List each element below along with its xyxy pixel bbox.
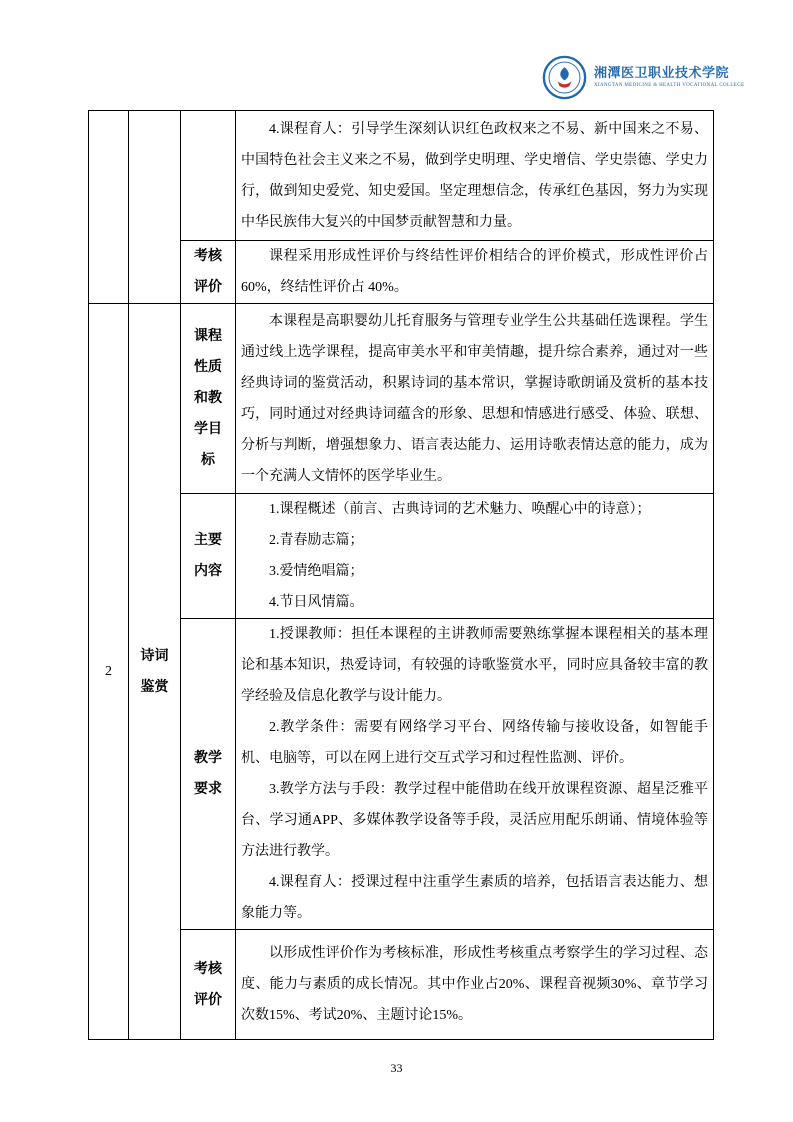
- paragraph: 1.授课教师：担任本课程的主讲教师需要熟练掌握本课程相关的基本理论和基本知识，热爱诗词，有较强的诗歌鉴赏水平，同时应具备较丰富的教学经验及信息化教学与设计能力。: [241, 627, 708, 704]
- paragraph: 3.爱情绝唱篇；: [269, 564, 364, 579]
- section-content-objectives: [236, 304, 714, 494]
- prev-section-label-cell: [181, 111, 236, 241]
- prev-course-number-cell: [89, 111, 129, 304]
- table-row-course-objectives: [89, 304, 714, 494]
- section-content-assessment: [236, 930, 714, 1040]
- table-row-course-requirements: [89, 619, 714, 930]
- prev-course-name-cell: [129, 111, 181, 304]
- assessment-label: 考核评价: [181, 241, 236, 304]
- paragraph: 4.课程育人：授课过程中注重学生素质的培养，包括语言表达能力、想象能力等。: [241, 875, 708, 921]
- college-name-cn: 湘潭医卫职业技术学院: [594, 65, 730, 81]
- section-content-main-content: [236, 494, 714, 619]
- paragraph: 1.课程概述（前言、古典诗词的艺术魅力、唤醒心中的诗意）；: [269, 502, 651, 517]
- header-logo: [542, 55, 745, 100]
- section-label-assessment: 考核评价: [181, 930, 236, 1040]
- paragraph: 课程采用形成性评价与终结性评价相结合的评价模式，形成性评价占 60%，终结性评价占 40%。: [241, 249, 708, 295]
- paragraph: 以形成性评价作为考核标准，形成性考核重点考察学生的学习过程、态度、能力与素质的成长情况。其中作业占20%、课程音视频30%、章节学习次数15%、考试20%、主题讨论15%。: [241, 946, 708, 1023]
- course-table: [88, 110, 714, 1040]
- paragraph: 2.教学条件：需要有网络学习平台、网络传输与接收设备，如智能手机、电脑等，可以在网上进行交互式学习和过程性监测、评价。: [241, 720, 708, 766]
- college-emblem-icon: [542, 55, 587, 100]
- table-row-course-main-content: [89, 494, 714, 619]
- course-number: 2: [89, 304, 129, 1040]
- prev-course-content-cell: [236, 111, 714, 241]
- paragraph: 2.青春励志篇；: [269, 533, 364, 548]
- paragraph: 4.课程育人：引导学生深刻认识红色政权来之不易、新中国来之不易、中国特色社会主义来之不易，做到学史明理、学史增信、学史崇德、学史力行，做到知史爱党、知史爱国。坚定理想信念，传承红色基因，努力为实现中华民族伟大复兴的中国梦贡献智慧和力量。: [241, 121, 708, 230]
- section-label-main-content: 主要内容: [181, 494, 236, 619]
- section-label-requirements: 教学要求: [181, 619, 236, 930]
- paragraph: 3.教学方法与手段：教学过程中能借助在线开放课程资源、超星泛雅平台、学习通APP、多媒体教学设备等手段，灵活应用配乐朗诵、情境体验等方法进行教学。: [241, 782, 708, 859]
- table-row-course-assessment: [89, 930, 714, 1040]
- paragraph: 4.节日风情篇。: [269, 595, 364, 610]
- paragraph: 本课程是高职婴幼儿托育服务与管理专业学生公共基础任选课程。学生通过线上选学课程，提高审美水平和审美情趣，提升综合素养，通过对一些经典诗词的鉴赏活动，积累诗词的基本常识，掌握诗歌朗诵及赏析的基本技巧，同时通过对经典诗词蕴含的形象、思想和情感进行感受、体验、联想、分析与判断，增强想象力、语言表达能力、运用诗歌表情达意的能力，成为一个充满人文情怀的医学毕业生。: [241, 313, 708, 484]
- college-name-block: [594, 66, 745, 89]
- college-name-en: XIANGTAN MEDICINE & HEALTH VOCATIONAL COLLEGE: [594, 83, 745, 89]
- assessment-content-cell: [236, 241, 714, 304]
- section-label-objectives: 课程性质和教学目标: [181, 304, 236, 494]
- course-name: 诗词鉴赏: [129, 304, 181, 1040]
- section-content-requirements: [236, 619, 714, 930]
- page-number: 33: [390, 1061, 403, 1075]
- table-row-prev-tail: [89, 111, 714, 241]
- table-row-prev-assessment: [89, 241, 714, 304]
